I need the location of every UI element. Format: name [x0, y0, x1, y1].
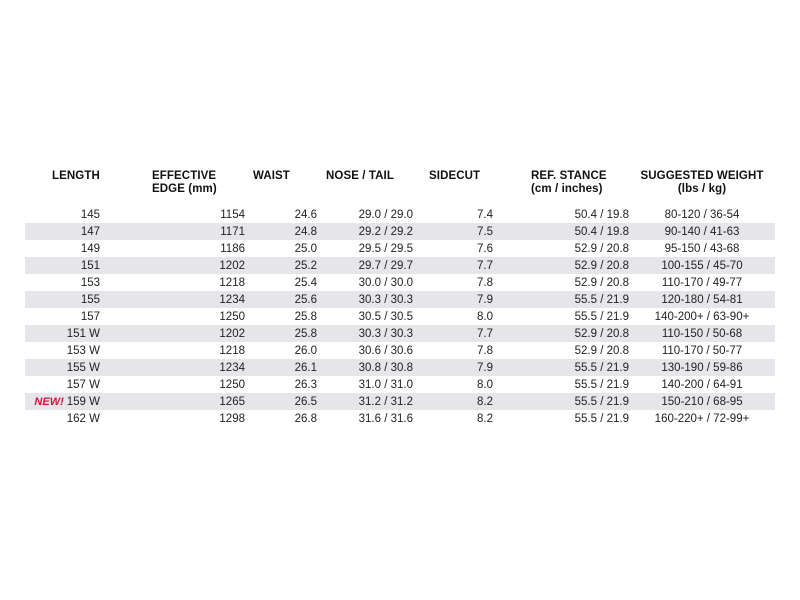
- cell-waist: 25.6: [294, 293, 317, 306]
- cell-ref-stance: 55.5 / 21.9: [574, 293, 629, 306]
- cell-suggested-weight: 90-140 / 41-63: [664, 225, 740, 238]
- cell-sidecut: 7.5: [477, 225, 493, 238]
- cell-sidecut: 7.8: [477, 276, 493, 289]
- cell-suggested-weight: 120-180 / 54-81: [661, 293, 743, 306]
- cell-suggested-weight: 110-170 / 50-77: [661, 344, 743, 357]
- cell-waist: 26.0: [294, 344, 317, 357]
- cell-ref-stance: 52.9 / 20.8: [574, 276, 629, 289]
- table-row: [25, 376, 775, 393]
- table-row: [25, 257, 775, 274]
- cell-nose-tail: 30.0 / 30.0: [358, 276, 413, 289]
- cell-waist: 25.4: [294, 276, 317, 289]
- cell-suggested-weight: 110-150 / 50-68: [661, 327, 743, 340]
- table-row: [25, 393, 775, 410]
- cell-nose-tail: 29.2 / 29.2: [358, 225, 413, 238]
- cell-ref-stance: 55.5 / 21.9: [574, 310, 629, 323]
- cell-length: 153: [80, 276, 100, 289]
- cell-effective-edge: 1171: [220, 225, 245, 238]
- cell-sidecut: 7.9: [477, 293, 493, 306]
- cell-ref-stance: 50.4 / 19.8: [574, 208, 629, 221]
- cell-ref-stance: 50.4 / 19.8: [574, 225, 629, 238]
- cell-effective-edge: 1234: [219, 361, 245, 374]
- cell-effective-edge: 1298: [219, 412, 245, 425]
- cell-sidecut: 7.4: [477, 208, 493, 221]
- cell-waist: 26.3: [294, 378, 317, 391]
- cell-suggested-weight: 150-210 / 68-95: [661, 395, 743, 408]
- cell-sidecut: 7.7: [477, 327, 493, 340]
- cell-sidecut: 8.2: [477, 412, 493, 425]
- cell-waist: 24.6: [294, 208, 317, 221]
- header-nose-tail: NOSE / TAIL: [326, 170, 394, 182]
- cell-nose-tail: 29.7 / 29.7: [358, 259, 413, 272]
- length-value: 159 W: [66, 395, 100, 408]
- header-sidecut: SIDECUT: [429, 170, 481, 182]
- cell-suggested-weight: 140-200+ / 63-90+: [654, 310, 750, 323]
- table-row: [25, 223, 775, 240]
- table-header: [25, 170, 775, 206]
- header-effective-edge: EFFECTIVE EDGE (mm): [152, 170, 217, 195]
- cell-nose-tail: 30.3 / 30.3: [358, 293, 413, 306]
- cell-suggested-weight: 160-220+ / 72-99+: [654, 412, 750, 425]
- header-ref-stance: REF. STANCE (cm / inches): [531, 170, 607, 195]
- cell-ref-stance: 52.9 / 20.8: [574, 242, 629, 255]
- cell-sidecut: 8.0: [477, 310, 493, 323]
- cell-nose-tail: 31.2 / 31.2: [358, 395, 413, 408]
- cell-sidecut: 8.2: [477, 395, 493, 408]
- cell-length: 155 W: [66, 361, 100, 374]
- cell-waist: 25.8: [294, 327, 317, 340]
- cell-nose-tail: 30.5 / 30.5: [358, 310, 413, 323]
- cell-nose-tail: 30.6 / 30.6: [358, 344, 413, 357]
- cell-waist: 25.2: [294, 259, 317, 272]
- cell-nose-tail: 31.0 / 31.0: [358, 378, 413, 391]
- cell-length: 147: [80, 225, 100, 238]
- header-length: LENGTH: [52, 170, 100, 182]
- cell-ref-stance: 52.9 / 20.8: [574, 259, 629, 272]
- cell-sidecut: 7.9: [477, 361, 493, 374]
- table-row: [25, 359, 775, 376]
- cell-waist: 25.0: [294, 242, 317, 255]
- cell-effective-edge: 1250: [219, 378, 245, 391]
- cell-nose-tail: 30.3 / 30.3: [358, 327, 413, 340]
- cell-sidecut: 7.7: [477, 259, 493, 272]
- table-row: [25, 240, 775, 257]
- cell-waist: 24.8: [294, 225, 317, 238]
- cell-length: 151 W: [66, 327, 100, 340]
- table-row: [25, 206, 775, 223]
- cell-suggested-weight: 100-155 / 45-70: [661, 259, 743, 272]
- cell-length: 162 W: [66, 412, 100, 425]
- table-body: [25, 206, 775, 427]
- cell-length: 151: [80, 259, 100, 272]
- cell-effective-edge: 1218: [219, 276, 245, 289]
- cell-waist: 26.8: [294, 412, 317, 425]
- cell-length: 157: [80, 310, 100, 323]
- cell-sidecut: 7.8: [477, 344, 493, 357]
- cell-ref-stance: 52.9 / 20.8: [574, 327, 629, 340]
- cell-effective-edge: 1154: [220, 208, 245, 221]
- cell-sidecut: 7.6: [477, 242, 493, 255]
- cell-length: [25, 396, 100, 408]
- cell-effective-edge: 1202: [219, 259, 245, 272]
- cell-effective-edge: 1202: [219, 327, 245, 340]
- table-row: [25, 274, 775, 291]
- cell-nose-tail: 30.8 / 30.8: [358, 361, 413, 374]
- cell-ref-stance: 52.9 / 20.8: [574, 344, 629, 357]
- table-row: [25, 325, 775, 342]
- header-waist: WAIST: [253, 170, 290, 182]
- cell-suggested-weight: 140-200 / 64-91: [661, 378, 743, 391]
- cell-length: 157 W: [66, 378, 100, 391]
- cell-waist: 26.1: [294, 361, 317, 374]
- table-row: [25, 410, 775, 427]
- table-row: [25, 308, 775, 325]
- cell-waist: 26.5: [294, 395, 317, 408]
- cell-suggested-weight: 110-170 / 49-77: [661, 276, 743, 289]
- header-suggested-weight: SUGGESTED WEIGHT (lbs / kg): [640, 170, 764, 195]
- cell-effective-edge: 1234: [219, 293, 245, 306]
- cell-ref-stance: 55.5 / 21.9: [574, 378, 629, 391]
- cell-nose-tail: 31.6 / 31.6: [358, 412, 413, 425]
- cell-nose-tail: 29.0 / 29.0: [358, 208, 413, 221]
- cell-waist: 25.8: [294, 310, 317, 323]
- cell-effective-edge: 1218: [219, 344, 245, 357]
- cell-ref-stance: 55.5 / 21.9: [574, 412, 629, 425]
- cell-length: 145: [80, 208, 100, 221]
- new-badge: NEW!: [34, 395, 64, 408]
- cell-length: 149: [80, 242, 100, 255]
- cell-ref-stance: 55.5 / 21.9: [574, 395, 629, 408]
- cell-effective-edge: 1250: [219, 310, 245, 323]
- cell-effective-edge: 1186: [220, 242, 245, 255]
- cell-sidecut: 8.0: [477, 378, 493, 391]
- size-spec-table: [25, 170, 775, 427]
- table-row: [25, 342, 775, 359]
- cell-length: 153 W: [66, 344, 100, 357]
- table-row: [25, 291, 775, 308]
- cell-suggested-weight: 130-190 / 59-86: [661, 361, 743, 374]
- cell-ref-stance: 55.5 / 21.9: [574, 361, 629, 374]
- cell-suggested-weight: 95-150 / 43-68: [664, 242, 740, 255]
- cell-length: 155: [80, 293, 100, 306]
- cell-nose-tail: 29.5 / 29.5: [358, 242, 413, 255]
- cell-effective-edge: 1265: [219, 395, 245, 408]
- cell-suggested-weight: 80-120 / 36-54: [664, 208, 740, 221]
